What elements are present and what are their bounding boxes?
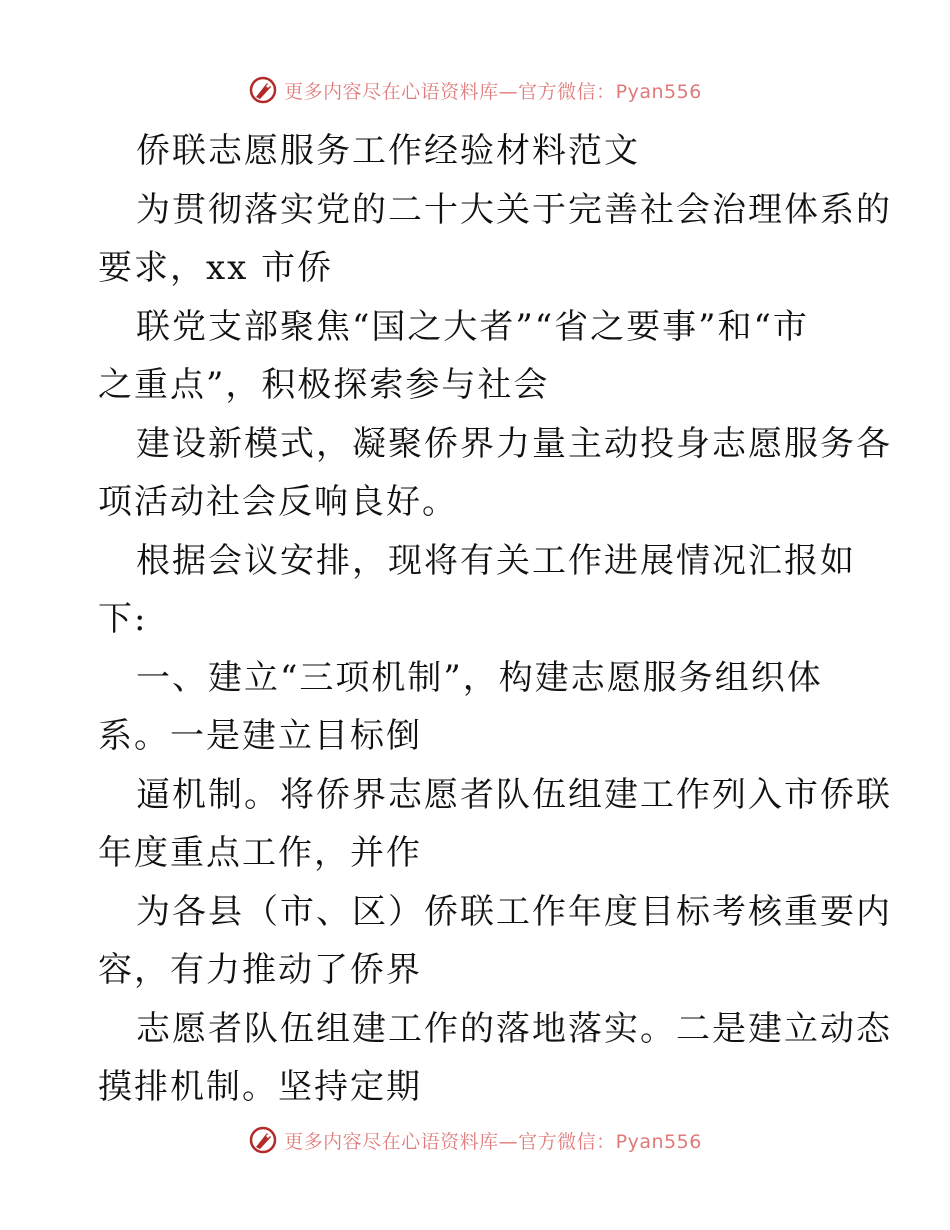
pen-nib-logo-icon (248, 1125, 278, 1155)
text-line: 容，有力推动了侨界 (98, 950, 422, 990)
text-line: 联党支部聚焦“国之大者”“省之要事”和“市 (136, 306, 809, 347)
section-heading-line: 一、建立“三项机制”，构建志愿服务组织体 (136, 657, 823, 698)
text-line: 为贯彻落实党的二十大关于完善社会治理体系的 (136, 189, 892, 230)
text-line: 摸排机制。坚持定期 (98, 1067, 422, 1107)
text-line: 建设新模式，凝聚侨界力量主动投身志愿服务各 (136, 423, 892, 464)
footer-banner-text: 更多内容尽在心语资料库—官方微信：Pyan556 (284, 1130, 702, 1153)
text-line: 逼机制。将侨界志愿者队伍组建工作列入市侨联 (136, 774, 892, 815)
header-banner-text: 更多内容尽在心语资料库—官方微信：Pyan556 (284, 80, 702, 103)
pen-nib-logo-icon (248, 75, 278, 105)
text-line: 之重点”，积极探索参与社会 (98, 365, 550, 405)
text-line: 志愿者队伍组建工作的落地落实。二是建立动态 (136, 1008, 892, 1049)
text-line: 要求，xx 市侨 (98, 248, 334, 288)
text-line: 为各县（市、区）侨联工作年度目标考核重要内 (136, 891, 892, 932)
document-body (98, 122, 892, 1117)
text-line: 系。一是建立目标倒 (98, 716, 422, 756)
text-line: 年度重点工作，并作 (98, 833, 422, 873)
text-line: 项活动社会反响良好。 (98, 482, 458, 522)
text-line: 根据会议安排，现将有关工作进展情况汇报如 (136, 540, 856, 581)
header-banner (0, 72, 950, 108)
text-line: 下: (98, 599, 148, 639)
footer-banner (0, 1122, 950, 1158)
document-title: 侨联志愿服务工作经验材料范文 (136, 131, 640, 171)
